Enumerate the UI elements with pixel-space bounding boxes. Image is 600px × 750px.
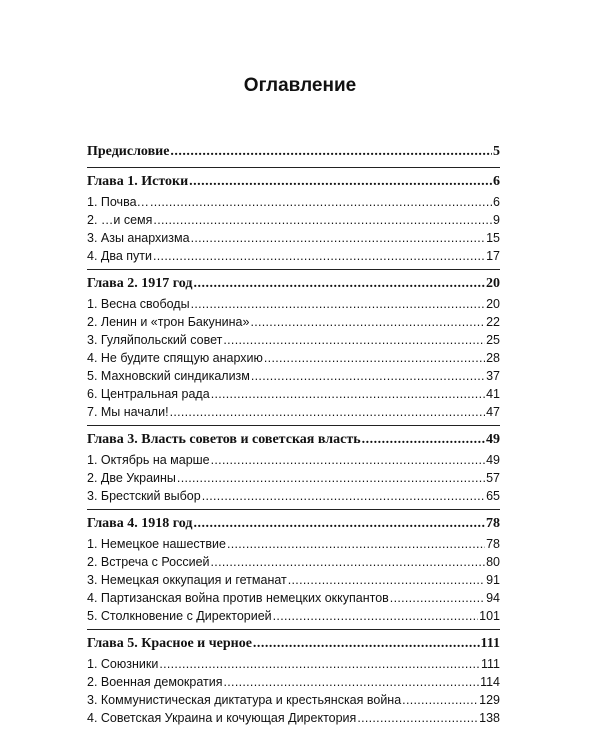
toc-chapter-heading[interactable] [87,173,500,191]
toc-chapter-heading[interactable] [87,515,500,533]
dot-leader [153,247,485,265]
toc-entry-page: 57 [486,471,500,485]
toc-entry-label: 2. …и семя [87,213,153,227]
toc-entry-label: 5. Столкновение с Директорией [87,609,272,623]
page-title: Оглавление [243,74,357,96]
toc-entry-page: 6 [493,195,500,209]
toc-entry-label: 2. Военная демократия [87,675,223,689]
table-of-contents [87,141,500,727]
toc-entry-preface[interactable] [87,141,500,163]
toc-entry-label: 1. Немецкое нашествие [87,537,226,551]
toc-section-entry[interactable] [87,403,500,421]
toc-entry-page: 9 [493,213,500,227]
toc-section-entry[interactable] [87,385,500,403]
toc-entry-label: Глава 1. Истоки [87,174,189,189]
toc-entry-page: 15 [486,231,500,245]
toc-chapter-3 [87,425,500,505]
dot-leader [211,553,486,571]
toc-section-entry[interactable] [87,571,500,589]
toc-chapter-5 [87,629,500,727]
toc-section-entry[interactable] [87,451,500,469]
toc-entry-label: 1. Весна свободы [87,297,190,311]
toc-entry-label: 2. Встреча с Россией [87,555,210,569]
dot-leader [264,349,485,367]
toc-entry-page: 91 [486,573,500,587]
toc-entry-label: Глава 4. 1918 год [87,516,193,531]
toc-entry-label: Глава 3. Власть советов и советская власть [87,432,361,447]
toc-entry-page: 138 [479,711,500,725]
toc-entry-page: 111 [480,636,500,651]
toc-section-entry[interactable] [87,535,500,553]
dot-leader [211,451,485,469]
toc-entry-page: 65 [486,489,500,503]
dot-leader [223,331,485,349]
toc-section-entry[interactable] [87,349,500,367]
dot-leader [159,655,480,673]
dot-leader [390,589,485,607]
dot-leader [193,275,485,293]
dot-leader [211,385,485,403]
toc-entry-page: 25 [486,333,500,347]
dot-leader [153,211,492,229]
toc-entry-label: Глава 2. 1917 год [87,276,193,291]
toc-entry-page: 101 [479,609,500,623]
toc-entry-label: 2. Две Украины [87,471,176,485]
dot-leader [273,607,478,625]
dot-leader [362,431,485,449]
dot-leader [288,571,485,589]
toc-section-entry[interactable] [87,469,500,487]
toc-section-entry[interactable] [87,331,500,349]
dot-leader [191,295,486,313]
toc-entry-label: 3. Брестский выбор [87,489,201,503]
toc-section-entry[interactable] [87,295,500,313]
toc-section-entry[interactable] [87,229,500,247]
toc-chapter-heading[interactable] [87,635,500,653]
dot-leader [402,691,478,709]
toc-entry-page: 78 [486,537,500,551]
toc-entry-page: 114 [480,675,500,689]
dot-leader [150,193,492,211]
dot-leader [170,403,486,421]
toc-chapter-heading[interactable] [87,431,500,449]
toc-entry-page: 5 [493,144,500,159]
toc-entry-label: Предисловие [87,144,170,159]
toc-entry-page: 80 [486,555,500,569]
dot-leader [357,709,478,727]
toc-entry-page: 17 [486,249,500,263]
toc-section-entry[interactable] [87,655,500,673]
toc-entry-label: 3. Азы анархизма [87,231,190,245]
toc-section-entry[interactable] [87,709,500,727]
dot-leader [202,487,485,505]
toc-entry-label: 1. Почва… [87,195,150,209]
toc-entry-label: 4. Советская Украина и кочующая Директория [87,711,357,725]
toc-entry-page: 41 [486,387,500,401]
toc-entry-page: 94 [486,591,500,605]
toc-section-entry[interactable] [87,607,500,625]
toc-chapter-2 [87,269,500,421]
toc-chapter-4 [87,509,500,625]
toc-section-entry[interactable] [87,367,500,385]
dot-leader [191,229,486,247]
dot-leader [251,367,485,385]
toc-entry-label: 4. Два пути [87,249,153,263]
dot-leader [170,141,492,163]
toc-section-entry[interactable] [87,553,500,571]
toc-entry-label: 7. Мы начали! [87,405,169,419]
toc-entry-label: 2. Ленин и «трон Бакунина» [87,315,250,329]
toc-entry-label: 5. Махновский синдикализм [87,369,250,383]
toc-entry-label: 4. Партизанская война против немецких оккупантов [87,591,389,605]
toc-section-entry[interactable] [87,193,500,211]
toc-section-entry[interactable] [87,487,500,505]
toc-entry-label: 3. Гуляйпольский совет [87,333,223,347]
toc-entry-page: 129 [479,693,500,707]
toc-entry-label: 1. Октябрь на марше [87,453,210,467]
toc-section-entry[interactable] [87,691,500,709]
toc-entry-page: 20 [486,297,500,311]
toc-chapter-1 [87,167,500,265]
toc-entry-page: 111 [480,657,500,671]
toc-entry-page: 22 [486,315,500,329]
toc-entry-page: 28 [486,351,500,365]
toc-entry-label: Глава 5. Красное и черное [87,636,252,651]
dot-leader [224,673,480,691]
toc-section-entry[interactable] [87,313,500,331]
toc-entry-page: 37 [486,369,500,383]
toc-section-entry[interactable] [87,247,500,265]
dot-leader [253,635,480,653]
dot-leader [193,515,485,533]
dot-leader [189,173,492,191]
toc-chapter-heading[interactable] [87,275,500,293]
toc-section-entry[interactable] [87,673,500,691]
toc-entry-page: 49 [486,432,500,447]
toc-entry-page: 6 [493,174,500,189]
toc-entry-label: 3. Немецкая оккупация и гетманат [87,573,287,587]
toc-entry-label: 4. Не будите спящую анархию [87,351,263,365]
toc-entry-label: 1. Союзники [87,657,159,671]
toc-entry-label: 6. Центральная рада [87,387,210,401]
dot-leader [177,469,485,487]
toc-section-entry[interactable] [87,211,500,229]
toc-entry-page: 78 [486,516,500,531]
toc-entry-page: 20 [486,276,500,291]
toc-entry-label: 3. Коммунистическая диктатура и крестьянская война [87,693,402,707]
toc-entry-page: 49 [486,453,500,467]
dot-leader [227,535,485,553]
toc-section-entry[interactable] [87,589,500,607]
toc-entry-page: 47 [486,405,500,419]
dot-leader [250,313,485,331]
